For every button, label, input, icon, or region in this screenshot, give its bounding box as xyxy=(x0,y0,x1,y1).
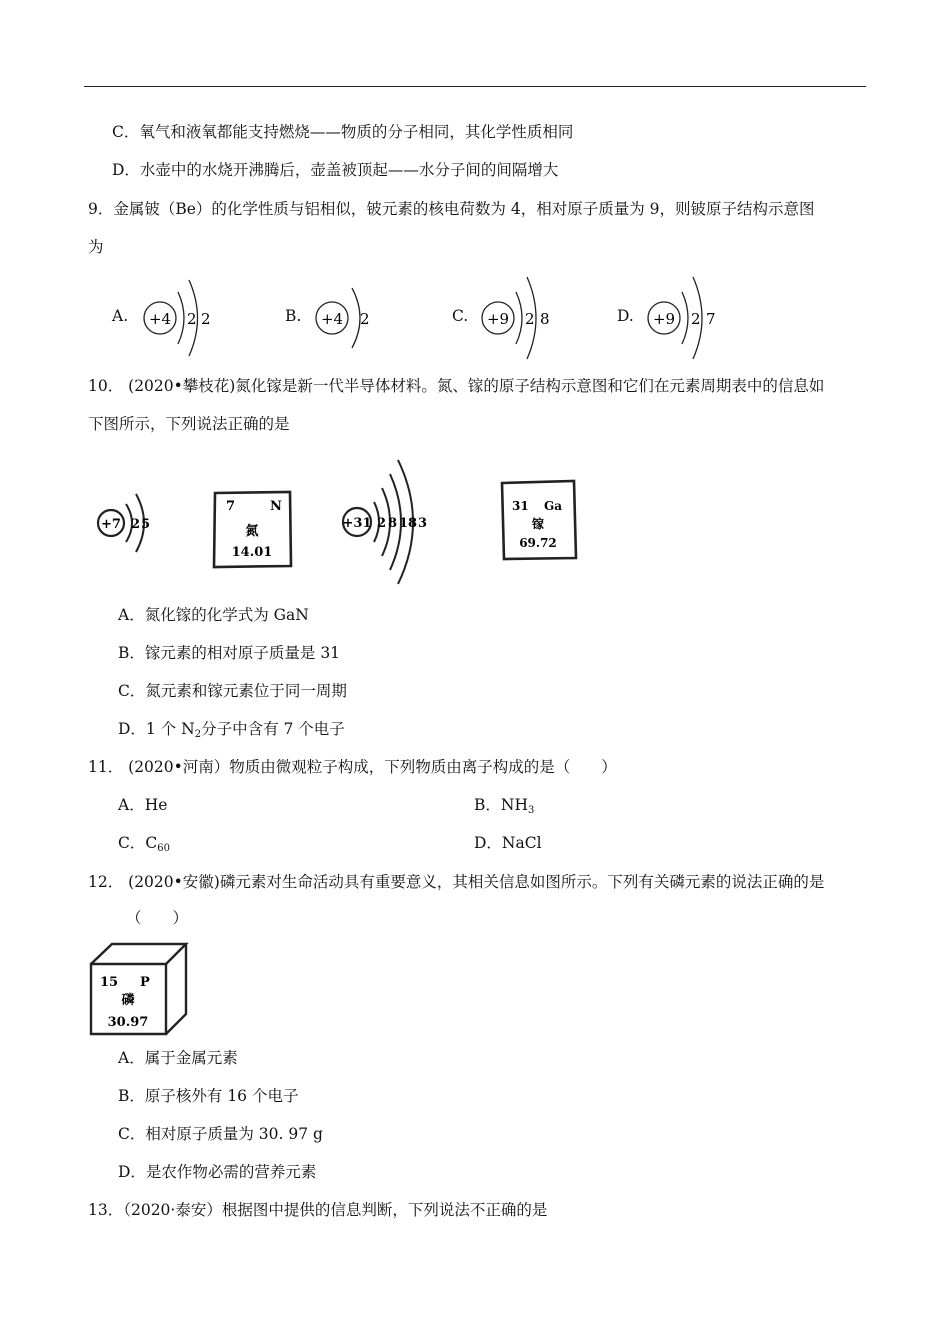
atomic-number: 31 xyxy=(512,499,529,513)
nucleus-charge: +4 xyxy=(148,310,172,328)
electron-shell-arc xyxy=(682,292,688,344)
q9-option-c-diagram xyxy=(478,274,558,362)
q13-stem: 13．（2020·泰安）根据图中提供的信息判断，下列说法不正确的是 xyxy=(88,1201,548,1219)
shell-electrons: 2 xyxy=(131,517,141,532)
q11-option-c xyxy=(118,833,170,853)
q10-stem-line2: 下图所示，下列说法正确的是 xyxy=(88,415,290,433)
shell-electrons: 2 xyxy=(187,310,197,328)
shell-electrons: 5 xyxy=(141,517,151,532)
shell-electrons: 2 xyxy=(377,516,387,531)
q11-option-b-text: B．NH xyxy=(474,796,528,814)
nucleus-charge: +9 xyxy=(652,310,676,328)
shell-electrons: 18 xyxy=(399,516,418,531)
shell-electrons: 7 xyxy=(706,310,716,328)
q12-option-d: D．是农作物必需的营养元素 xyxy=(118,1163,317,1181)
card-side-face xyxy=(166,944,186,1034)
q9-option-a-diagram xyxy=(140,276,220,360)
q12-stem-line2: （ ） xyxy=(126,909,189,927)
shell-electrons: 3 xyxy=(418,516,428,531)
element-symbol: Ga xyxy=(544,499,563,513)
shell-electrons: 2 xyxy=(360,310,370,328)
nucleus-charge: +7 xyxy=(101,517,121,532)
q10-option-c: C．氮元素和镓元素位于同一周期 xyxy=(118,682,347,700)
subscript: 2 xyxy=(194,729,202,740)
q11-option-d: D．NaCl xyxy=(474,834,542,852)
atomic-mass: 30.97 xyxy=(107,1015,149,1030)
shell-electrons: 8 xyxy=(540,310,550,328)
q9-stem-line2: 为 xyxy=(88,238,104,256)
q9-option-d-diagram xyxy=(644,274,724,362)
gallium-atom-diagram xyxy=(340,456,440,588)
element-name: 磷 xyxy=(121,993,135,1008)
phosphorus-element-card xyxy=(88,938,192,1038)
q11-stem: 11． (2020•河南）物质由微观粒子构成，下列物质由离子构成的是（ ） xyxy=(88,758,617,776)
subscript: 3 xyxy=(527,805,535,816)
shell-electrons: 2 xyxy=(525,310,535,328)
q10-option-d xyxy=(118,719,345,739)
card-top-face xyxy=(91,944,186,964)
q9-option-c-label: C. xyxy=(452,307,469,325)
atomic-number: 15 xyxy=(100,975,119,990)
electron-shell-arc xyxy=(516,292,522,344)
header-rule xyxy=(84,86,866,87)
subscript: 60 xyxy=(157,843,170,854)
nitrogen-atom-diagram xyxy=(96,486,160,560)
atomic-mass: 14.01 xyxy=(231,545,273,560)
q10-option-d-text: 分子中含有 7 个电子 xyxy=(201,720,345,738)
q9-option-a-label: A. xyxy=(112,307,129,325)
q11-option-c-text: C．C xyxy=(118,834,158,852)
element-symbol: N xyxy=(270,499,282,514)
q12-option-b: B．原子核外有 16 个电子 xyxy=(118,1087,299,1105)
q10-option-b: B．镓元素的相对原子质量是 31 xyxy=(118,644,341,662)
electron-shell-arc xyxy=(352,288,360,348)
nucleus-charge: +9 xyxy=(486,310,510,328)
q11-option-b xyxy=(474,795,534,815)
q12-option-a: A．属于金属元素 xyxy=(118,1049,238,1067)
q9-option-b-label: B. xyxy=(285,307,302,325)
q8-option-d: D．水壶中的水烧开沸腾后，壶盖被顶起——水分子间的间隔增大 xyxy=(112,161,559,179)
shell-electrons: 8 xyxy=(388,516,398,531)
element-symbol: P xyxy=(140,975,150,990)
atomic-mass: 69.72 xyxy=(519,536,557,550)
q9-option-b-diagram xyxy=(312,276,382,360)
q12-option-c: C．相对原子质量为 30. 97 g xyxy=(118,1125,323,1143)
q10-stem-line1: 10． (2020•攀枝花)氮化镓是新一代半导体材料。氮、镓的原子结构示意图和它们在元素周期表中的信息如 xyxy=(88,377,825,395)
gallium-element-card xyxy=(500,480,578,562)
shell-electrons: 2 xyxy=(201,310,211,328)
nucleus-charge: +31 xyxy=(342,516,372,531)
electron-shell-arc xyxy=(178,292,184,344)
q12-stem-line1: 12． (2020•安徽)磷元素对生命活动具有重要意义，其相关信息如图所示。下列有关磷元素的说法正确的是 xyxy=(88,873,825,891)
q10-option-d-text: D．1 个 N xyxy=(118,720,195,738)
shell-electrons: 2 xyxy=(691,310,701,328)
q11-option-a: A．He xyxy=(118,796,168,814)
q10-option-a: A．氮化镓的化学式为 GaN xyxy=(118,606,309,624)
q9-option-d-label: D. xyxy=(617,307,634,325)
element-name: 镓 xyxy=(531,517,545,531)
atomic-number: 7 xyxy=(226,499,236,514)
nitrogen-element-card xyxy=(212,490,294,570)
element-name: 氮 xyxy=(245,524,259,539)
nucleus-charge: +4 xyxy=(320,310,344,328)
q9-stem-line1: 9．金属铍（Be）的化学性质与铝相似，铍元素的核电荷数为 4，相对原子质量为 9，则铍原子结构示意图 xyxy=(88,200,815,218)
q8-option-c: C．氧气和液氧都能支持燃烧——物质的分子相同，其化学性质相同 xyxy=(112,123,574,141)
